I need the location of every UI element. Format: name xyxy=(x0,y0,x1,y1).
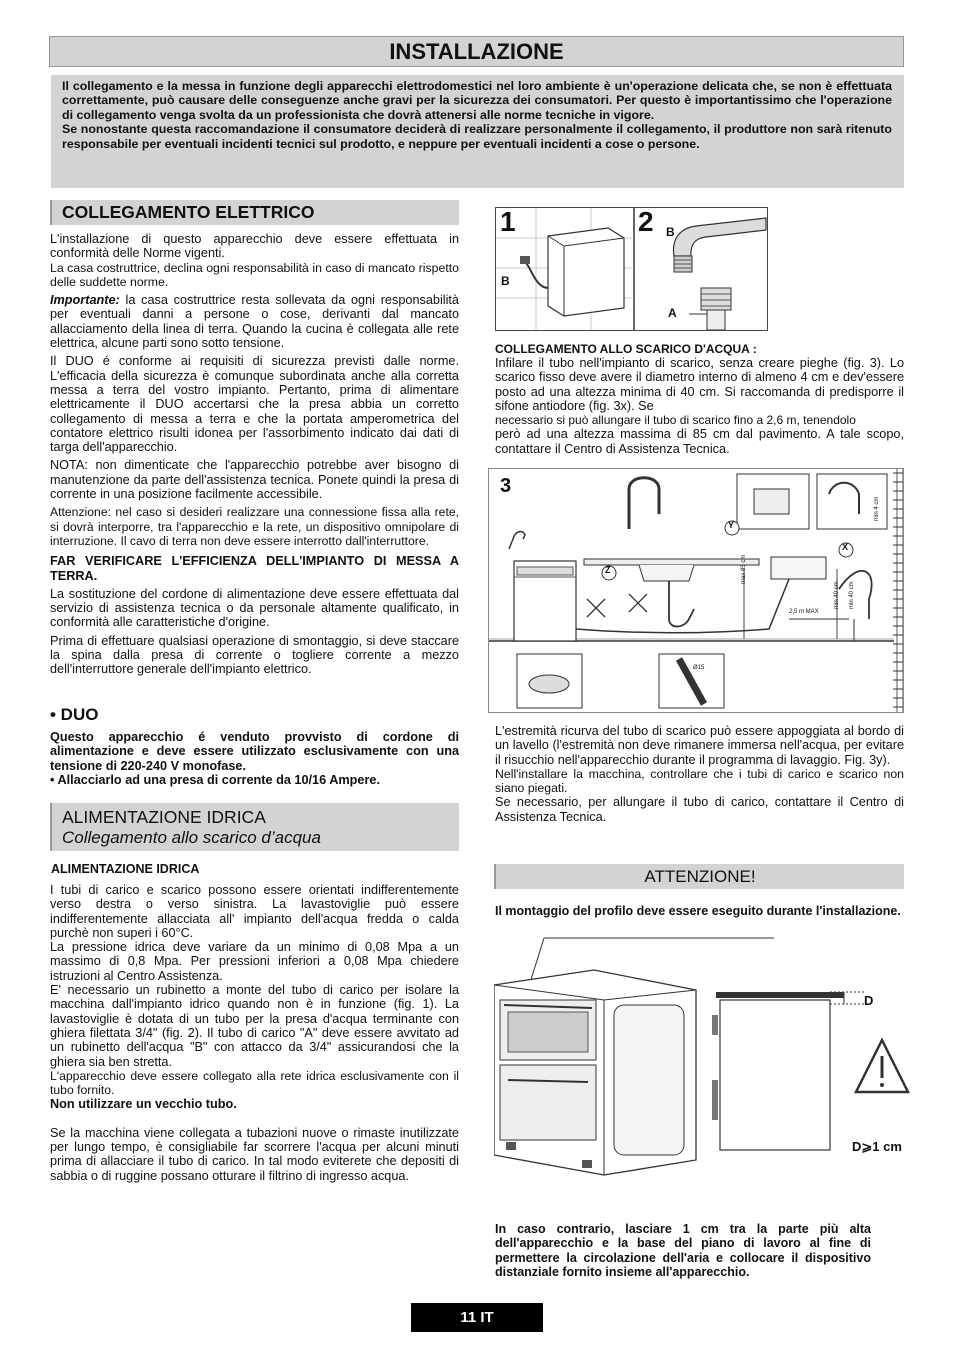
paragraph: NOTA: non dimenticate che l'apparecchio potrebbe aver bisogno di manutenzione da parte dell'assistenza tecnica. Ponete quindi la presa di corrente in una posizione facilmente accessibile. xyxy=(50,458,459,502)
section-heading-idrica xyxy=(50,803,459,851)
figure-4-illustration xyxy=(494,930,914,1190)
paragraph: La sostituzione del cordone di alimentazione deve essere effettuata dal servizio di assistenza tecnica o da personale altamente qualificato, in conformità alle caratteristiche d'origine. xyxy=(50,586,459,630)
paragraph: La pressione idrica deve variare da un minimo di 0,08 Mpa a un massimo di 0,8 Mpa. Per pressioni inferiori a 0,08 Mpa chiedere istruzioni al Centro Assistenza. xyxy=(50,940,459,983)
figure-4 xyxy=(494,930,914,1190)
intro-paragraph: Il collegamento e la messa in funzione degli apparecchi elettrodomestici nel loro ambiente è un'operazione delicata che, se non è effettuata correttamente, può causare delle conseguenze anche gravi per la sicurezza dei consumatori. Per questo è importantissimo che l'operazione di collegamento venga svolta da un professionista che dovrà attenersi alle norme tecniche in vigore. xyxy=(62,79,892,122)
section-heading-attenzione: ATTENZIONE! xyxy=(494,864,904,889)
section-heading-elettrico: COLLEGAMENTO ELETTRICO xyxy=(50,200,459,225)
idrica-label: ALIMENTAZIONE IDRICA xyxy=(51,862,200,876)
scarico-heading: COLLEGAMENTO ALLO SCARICO D'ACQUA : xyxy=(495,342,757,356)
paragraph: Prima di effettuare qualsiasi operazione di smontaggio, si deve staccare la spina dalla presa di corrente o togliere corrente a mezzo dell'interruttore generale dell'impianto elettrico. xyxy=(50,633,459,677)
fig-4-clearance-rule: D⩾1 cm xyxy=(852,1139,902,1154)
duo-heading: • DUO xyxy=(50,705,99,724)
paragraph: L'apparecchio deve essere collegato alla rete idrica esclusivamente con il tubo fornito. xyxy=(50,1068,459,1098)
paragraph: Non utilizzare un vecchio tubo. xyxy=(50,1097,237,1112)
page-title: INSTALLAZIONE xyxy=(49,36,904,67)
paragraph: Attenzione: nel caso si desideri realizzare una connessione fissa alla rete, si dovrà interporre, tra l'apparecchio e la rete, un dispositivo omnipolare di interruzione. Il cavo di terra non deve essere interrotto dall'interruttore. xyxy=(50,505,459,548)
idrica-title: ALIMENTAZIONE IDRICA xyxy=(62,807,266,827)
important-label: Importante: xyxy=(50,293,120,308)
estremita-body xyxy=(495,724,904,824)
paragraph: Questo apparecchio é venduto provvisto di cordone di alimentazione e deve essere utilizzato esclusivamente con una tensione di 220-240 V monofase. xyxy=(50,730,459,773)
fig-4-label-d: D xyxy=(864,993,874,1008)
paragraph xyxy=(50,293,459,350)
fig-3-diameter: Ø15 xyxy=(693,665,705,671)
figure-3 xyxy=(488,468,904,713)
paragraph: L'estremità ricurva del tubo di scarico può essere appoggiata al bordo di un lavello (l'estremità non deve rimanere immersa nell'acqua, per evitare il risucchio nell'apparecchio durante il programma di lavaggio. Fig. 3y). xyxy=(495,724,904,767)
figure-1-2-illustration xyxy=(496,208,767,330)
fig-2-number: 2 xyxy=(638,206,654,237)
paragraph: Se la macchina viene collegata a tubazioni nuove o rimaste inutilizzate per lungo tempo, è consigliabile far scorrere l'acqua per alcuni minuti prima di allacciare il tubo di carico. In tal modo eviterete che depositi di sabbia o di ruggine possano otturare il filtrino di ingresso acqua. xyxy=(50,1125,459,1183)
scarico-body xyxy=(495,356,904,456)
fig-3-height-max: max 85 cm xyxy=(741,554,747,584)
paragraph: I tubi di carico e scarico possono essere orientati indifferentemente verso destra o verso sinistra. La lavastoviglie può essere indifferentemente allacciata all' impianto dell'acqua fredda o calda purchè non superi i 60°C. xyxy=(50,883,459,940)
paragraph: necessario si può allungare il tubo di scarico fino a 2,6 m, tenendolo xyxy=(495,413,856,428)
paragraph: • Allacciarlo ad una presa di corrente da 10/16 Ampere. xyxy=(50,772,380,787)
paragraph: L'installazione di questo apparecchio deve essere effettuata in conformità delle Norme vigenti. xyxy=(50,232,459,261)
fig-3-max-length: 2,5 m MAX xyxy=(789,609,819,615)
fig-3-diameter-min: min 4 cm xyxy=(874,496,880,521)
paragraph: Nell'installare la macchina, controllare che i tubi di carico e scarico non siano piegati. xyxy=(495,766,904,796)
paragraph: E' necessario un rubinetto a monte del tubo di carico per isolare la macchina dall'impianto idrico quando non è in funzione (fig. 1). La lavastoviglie è dotata di un tubo per la presa d'acqua terminante con ghiera filettata 3/4" (fig. 2). Il tubo di carico "A" deve essere avvitato ad un rubinetto dell'acqua "B" con attacco da 3/4" assicurandosi che la ghiera sia ben stretta. xyxy=(50,983,459,1069)
page-number: 11 IT xyxy=(411,1303,543,1332)
fig-1-number: 1 xyxy=(500,206,516,237)
fig-3-height-min-b: min 40 cm xyxy=(849,581,855,609)
fig-3-number: 3 xyxy=(500,475,512,497)
paragraph: Il DUO é conforme ai requisiti di sicurezza previsti dalle norme. L'efficacia della sicurezza è comunque subordinata anche alla corretta messa a terra del vostro impianto. Pertanto, prima di alimentare elettricamente il DUO accertarsi che la presa abbia un corretto collegamento di messa a terra e che la portata amperometrica del contatore elettrico risulti idonea per l'assorbimento indicato dai dati di targa dell'apparecchio. xyxy=(50,354,459,455)
duo-body xyxy=(50,730,459,787)
paragraph: però ad una altezza massima di 85 cm dal pavimento. A tale scopo, contattare il Centro di Assistenza Tecnica. xyxy=(495,427,904,456)
important-text: la casa costruttrice resta sollevata da ogni responsabilità per eventuali danni a persone o cose, derivanti dal mancato allacciamento della linea di terra. Quando la cucina è collegata alle rete elettrica, alcune parti sono sotto tensione. xyxy=(50,293,459,351)
attenzione-note: Il montaggio del profilo deve essere eseguito durante l'installazione. xyxy=(495,904,901,918)
intro-paragraph: Se nonostante questa raccomandazione il consumatore deciderà di realizzare personalmente il collegamento, il produttore non sarà ritenuto responsabile per eventuali incidenti tecnici sul prodotto, e neppure per eventuali incidenti a cose o persone. xyxy=(62,122,892,151)
fig-3-height-min-a: min 40 cm xyxy=(834,581,840,609)
fig-3-marker-x: X xyxy=(842,542,849,552)
idrica-body xyxy=(50,883,459,1183)
paragraph: Infilare il tubo nell'impianto di scarico, senza creare pieghe (fig. 3). Lo scarico fisso deve avere il diametro interno di almeno 4 cm e dev'essere posto ad una altezza minima di 40 cm. Si raccomanda di predisporre il sifone antiodore (fig. 3x). Se xyxy=(495,356,904,413)
paragraph: Se necessario, per allungare il tubo di carico, contattare il Centro di Assistenza Tecnica. xyxy=(495,795,904,824)
elettrico-body xyxy=(50,232,459,681)
fig-2-label-a: A xyxy=(668,306,677,320)
figure-1-2 xyxy=(495,207,768,331)
fig-3-marker-z: Z xyxy=(605,565,611,575)
figure-3-illustration xyxy=(489,469,903,712)
fig-3-marker-y: Y xyxy=(728,520,735,530)
fig-2-label-b: B xyxy=(666,225,675,239)
attenzione-body: In caso contrario, lasciare 1 cm tra la parte più alta dell'apparecchio e la base del piano di lavoro al fine di permettere la circolazione dell'aria e collocare il dispositivo distanziale fornito insieme all'apparecchio. xyxy=(495,1222,871,1279)
idrica-subtitle: Collegamento allo scarico d’acqua xyxy=(62,828,321,847)
intro-box xyxy=(51,75,904,188)
paragraph: FAR VERIFICARE L'EFFICIENZA DELL'IMPIANTO DI MESSA A TERRA. xyxy=(50,554,459,583)
paragraph: La casa costruttrice, declina ogni responsabilità in caso di mancato rispetto delle suddette norme. xyxy=(50,260,459,289)
fig-1-label-b: B xyxy=(501,274,510,288)
